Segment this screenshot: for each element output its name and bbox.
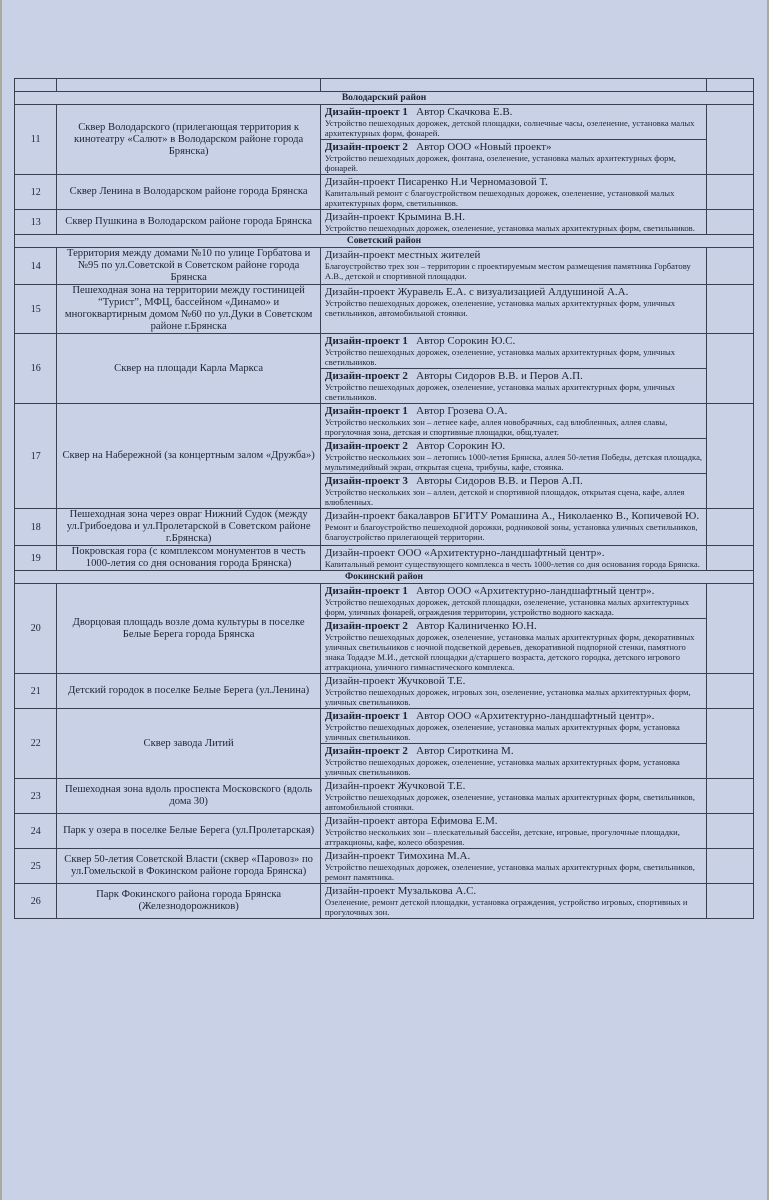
site-name: Сквер завода Литий [57, 709, 320, 779]
table-row [15, 248, 754, 285]
row-number: 26 [15, 884, 57, 919]
project-description: Устройство пешеходных дорожек, детской площадки, озеленение, установка малых архитектурных форм, уличных фонарей, ограждения территории, устройство водного каскада. [324, 597, 690, 617]
project-description: Устройство пешеходных дорожек, фонтана, озеленение, установка малых архитектурных форм, фонарей. [324, 153, 676, 173]
empty-column-cell [706, 105, 753, 175]
row-number: 24 [15, 814, 57, 849]
project-title [325, 286, 703, 298]
project-title [325, 370, 703, 382]
project-description: Устройство пешеходных дорожек, озеленение, установка малых архитектурных форм, уличных светильников. [324, 347, 676, 367]
project-label: Дизайн-проект 1 [324, 585, 408, 597]
project-title [325, 780, 703, 792]
empty-column-cell [706, 210, 753, 235]
project-author: Дизайн-проект Жучковой Т.Е. [324, 675, 466, 687]
project-title [325, 745, 703, 757]
project-description: Капитальный ремонт существующего комплекса в честь 1000-летия со дня основания города Брянска. [324, 559, 700, 569]
project-description: Капитальный ремонт с благоустройством пешеходных дорожек, озеленение, установкой малых архитектурных форм, светильников. [324, 188, 675, 208]
project-title [325, 475, 703, 487]
project-description: Устройство пешеходных дорожек, озеленение, установка малых архитектурных форм, светильников, автомобильной стоянки. [324, 792, 695, 812]
empty-column-cell [706, 175, 753, 210]
project-author: Автор ООО «Архитектурно-ландшафтный центр». [416, 710, 655, 722]
project-description: Устройство нескольких зон – аллеи, детской и спортивной площадок, открытая сцена, кафе, аллея влюбленных. [324, 487, 685, 507]
project-author: Авторы Сидоров В.В. и Перов А.П. [416, 475, 583, 487]
project-cell [320, 285, 706, 334]
empty-column-cell [706, 849, 753, 884]
row-number: 13 [15, 210, 57, 235]
project-cell [320, 619, 706, 674]
district-header-row [15, 92, 754, 105]
project-cell [320, 744, 706, 779]
project-description: Озеленение, ремонт детской площадки, установка ограждения, устройство игровых, спортивных и прогулочных зон. [324, 897, 688, 917]
project-cell [320, 105, 706, 140]
project-label: Дизайн-проект 2 [324, 620, 408, 632]
project-author: Автор Сорокин Ю.С. [416, 335, 516, 347]
project-author: Авторы Сидоров В.В. и Перов А.П. [416, 370, 583, 382]
district-title: Фокинский район [15, 571, 754, 584]
empty-column-cell [706, 334, 753, 404]
project-title [325, 141, 703, 153]
district-title: Советский район [15, 235, 754, 248]
row-number: 11 [15, 105, 57, 175]
project-author: Автор ООО «Архитектурно-ландшафтный центр». [416, 585, 655, 597]
site-name: Территория между домами №10 по улице Горбатова и №95 по ул.Советской в Советском районе города Брянска [57, 248, 320, 285]
project-author: Автор Сироткина М. [416, 745, 514, 757]
project-cell [320, 779, 706, 814]
project-author: Дизайн-проект местных жителей [324, 249, 481, 261]
project-label: Дизайн-проект 1 [324, 106, 408, 118]
row-number: 15 [15, 285, 57, 334]
empty-column-cell [706, 779, 753, 814]
project-label: Дизайн-проект 1 [324, 335, 408, 347]
project-cell [320, 248, 706, 285]
project-description: Устройство пешеходных дорожек, озеленение, установка малых архитектурных форм, светильников, ремонт памятника. [324, 862, 695, 882]
site-name: Пешеходная зона через овраг Нижний Судок (между ул.Грибоедова и ул.Пролетарской в Советском районе г.Брянска) [57, 509, 320, 546]
row-number: 22 [15, 709, 57, 779]
district-header-row [15, 571, 754, 584]
site-name: Сквер Володарского (прилегающая территория к кинотеатру «Салют» в Володарском районе города Брянска) [57, 105, 320, 175]
site-name: Парк Фокинского района города Брянска (Железнодорожников) [57, 884, 320, 919]
project-author: Автор Калиниченко Ю.Н. [416, 620, 537, 632]
project-title [325, 815, 703, 827]
empty-column-cell [706, 248, 753, 285]
table-row [15, 509, 754, 546]
project-cell [320, 334, 706, 369]
project-cell [320, 210, 706, 235]
row-number: 21 [15, 674, 57, 709]
table-row [15, 210, 754, 235]
project-cell [320, 404, 706, 439]
project-author: Дизайн-проект автора Ефимова Е.М. [324, 815, 498, 827]
project-cell [320, 140, 706, 175]
project-author: Дизайн-проект бакалавров БГИТУ Ромашина А., Николаенко В., Копичевой Ю. [324, 510, 700, 522]
table-row [15, 285, 754, 334]
row-number: 19 [15, 546, 57, 571]
table-row [15, 709, 754, 744]
empty-column-cell [706, 404, 753, 509]
table-row [15, 849, 754, 884]
project-description: Устройство пешеходных дорожек, озеленение, установка малых архитектурных форм, установка уличных светильников. [324, 757, 680, 777]
site-name: Сквер Ленина в Володарском районе города Брянска [57, 175, 320, 210]
project-description: Устройство нескольких зон – летнее кафе, аллея новобрачных, сад влюбленных, аллея славы, прогулочная зона, детская и спортивные площадки, общ.туалет. [324, 417, 668, 437]
document-table-wrapper [14, 78, 754, 919]
empty-column-cell [706, 584, 753, 674]
row-number: 14 [15, 248, 57, 285]
project-title [325, 211, 703, 223]
project-description: Устройство пешеходных дорожек, детской площадки, солнечные часы, озеленение, установка малых архитектурных форм, фонарей. [324, 118, 695, 138]
project-title [325, 850, 703, 862]
project-label: Дизайн-проект 3 [324, 475, 408, 487]
project-description: Устройство пешеходных дорожек, озеленение, установка малых архитектурных форм, установка уличных светильников. [324, 722, 680, 742]
empty-column-cell [706, 814, 753, 849]
project-description: Устройство пешеходных дорожек, озеленение, установка малых архитектурных форм, уличных светильников. [324, 382, 676, 402]
table-row [15, 884, 754, 919]
row-number: 12 [15, 175, 57, 210]
row-number: 20 [15, 584, 57, 674]
empty-column-cell [706, 546, 753, 571]
project-label: Дизайн-проект 2 [324, 141, 408, 153]
project-title [325, 249, 703, 261]
project-cell [320, 814, 706, 849]
project-title [325, 620, 703, 632]
empty-column-cell [706, 285, 753, 334]
empty-column-cell [706, 674, 753, 709]
project-title [325, 106, 703, 118]
empty-column-cell [706, 884, 753, 919]
project-description: Устройство пешеходных дорожек, озеленение, установка малых архитектурных форм, декоративных уличных светильников с ночной подсветкой деревьев, декоративной подпорной стенки, памятного знака Тодадзе М.И., детской площадки д/старшего возраста, детского городка, детского игрового аттракциона, уличного гимнастического комплекса. [324, 632, 695, 672]
row-number: 17 [15, 404, 57, 509]
project-author: Дизайн-проект Тимохина М.А. [324, 850, 471, 862]
site-name: Сквер на площади Карла Маркса [57, 334, 320, 404]
project-cell [320, 546, 706, 571]
project-description: Благоустройство трех зон – территории с проектируемым местом размещения памятника Горбатову А.В., детской и спортивной площадки. [324, 261, 691, 281]
site-name: Детский городок в поселке Белые Берега (ул.Ленина) [57, 674, 320, 709]
site-name: Парк у озера в поселке Белые Берега (ул.Пролетарская) [57, 814, 320, 849]
row-number: 16 [15, 334, 57, 404]
table-row [15, 779, 754, 814]
row-number: 23 [15, 779, 57, 814]
empty-column-cell [706, 709, 753, 779]
project-author: Автор Сорокин Ю. [416, 440, 506, 452]
project-title [325, 405, 703, 417]
row-number: 25 [15, 849, 57, 884]
project-title [325, 585, 703, 597]
project-cell [320, 175, 706, 210]
site-name: Пешеходная зона вдоль проспекта Московского (вдоль дома 30) [57, 779, 320, 814]
project-title [325, 176, 703, 188]
project-description: Устройство пешеходных дорожек, озеленение, установка малых архитектурных форм, уличных светильников, автомобильной стоянки. [324, 298, 676, 318]
project-author: Дизайн-проект Писаренко Н.и Черномазовой Т. [324, 176, 548, 188]
project-description: Устройство пешеходных дорожек, озеленение, установка малых архитектурных форм, светильников. [324, 223, 695, 233]
project-title [325, 885, 703, 897]
project-label: Дизайн-проект 2 [324, 745, 408, 757]
project-description: Устройство нескольких зон – летопись 1000-летия Брянска, аллея 50-летия Победы, детская площадка, мультимедийный экран, открытая сцена, трибуны, кафе, стоянка. [324, 452, 703, 472]
project-cell [320, 849, 706, 884]
project-author: Дизайн-проект Журавель Е.А. с визуализацией Алдушиной А.А. [324, 286, 629, 298]
project-author: Дизайн-проект Жучковой Т.Е. [324, 780, 466, 792]
project-cell [320, 584, 706, 619]
project-author: Дизайн-проект Крымина В.Н. [324, 211, 465, 223]
project-cell [320, 369, 706, 404]
table-row [15, 404, 754, 439]
site-name: Сквер на Набережной (за концертным залом «Дружба») [57, 404, 320, 509]
projects-table [14, 78, 754, 919]
project-title [325, 440, 703, 452]
project-cell [320, 674, 706, 709]
site-name: Покровская гора (с комплексом монументов в честь 1000-летия со дня основания города Брянска) [57, 546, 320, 571]
project-cell [320, 884, 706, 919]
project-author: Автор Скачкова Е.В. [416, 106, 513, 118]
site-name: Сквер 50-летия Советской Власти (сквер «Паровоз» по ул.Гомельской в Фокинском районе города Брянска) [57, 849, 320, 884]
project-label: Дизайн-проект 2 [324, 440, 408, 452]
table-row [15, 105, 754, 140]
project-title [325, 335, 703, 347]
project-description: Ремонт и благоустройство пешеходной дорожки, родниковой зоны, установка уличных светильников, благоустройство прилегающей территории. [324, 522, 698, 542]
project-title [325, 510, 703, 522]
table-row [15, 584, 754, 619]
project-label: Дизайн-проект 1 [324, 710, 408, 722]
site-name: Дворцовая площадь возле дома культуры в поселке Белые Берега города Брянска [57, 584, 320, 674]
project-author: Дизайн-проект Музалькова А.С. [324, 885, 477, 897]
project-label: Дизайн-проект 2 [324, 370, 408, 382]
table-row [15, 546, 754, 571]
site-name: Пешеходная зона на территории между гостиницей “Турист”, МФЦ, бассейном «Динамо» и многоквартирным домом №60 по ул.Дуки в Советском районе г.Брянска [57, 285, 320, 334]
empty-column-cell [706, 509, 753, 546]
row-number: 18 [15, 509, 57, 546]
table-row [15, 334, 754, 369]
project-description: Устройство нескольких зон – плескательный бассейн, детские, игровые, прогулочные площадки, аттракционы, кафе, колесо обозрения. [324, 827, 680, 847]
project-description: Устройство пешеходных дорожек, игровых зон, озеленение, установка малых архитектурных форм, уличных светильников. [324, 687, 691, 707]
table-row [15, 175, 754, 210]
project-cell [320, 474, 706, 509]
project-title [325, 547, 703, 559]
table-top-row [15, 79, 754, 92]
project-author: Дизайн-проект ООО «Архитектурно-ландшафтный центр». [324, 547, 605, 559]
site-name: Сквер Пушкина в Володарском районе города Брянска [57, 210, 320, 235]
project-author: Автор Грозева О.А. [416, 405, 508, 417]
project-label: Дизайн-проект 1 [324, 405, 408, 417]
project-title [325, 675, 703, 687]
project-author: Автор ООО «Новый проект» [416, 141, 552, 153]
project-cell [320, 709, 706, 744]
district-header-row [15, 235, 754, 248]
project-title [325, 710, 703, 722]
project-cell [320, 439, 706, 474]
district-title: Володарский район [15, 92, 754, 105]
project-cell [320, 509, 706, 546]
table-row [15, 814, 754, 849]
table-row [15, 674, 754, 709]
